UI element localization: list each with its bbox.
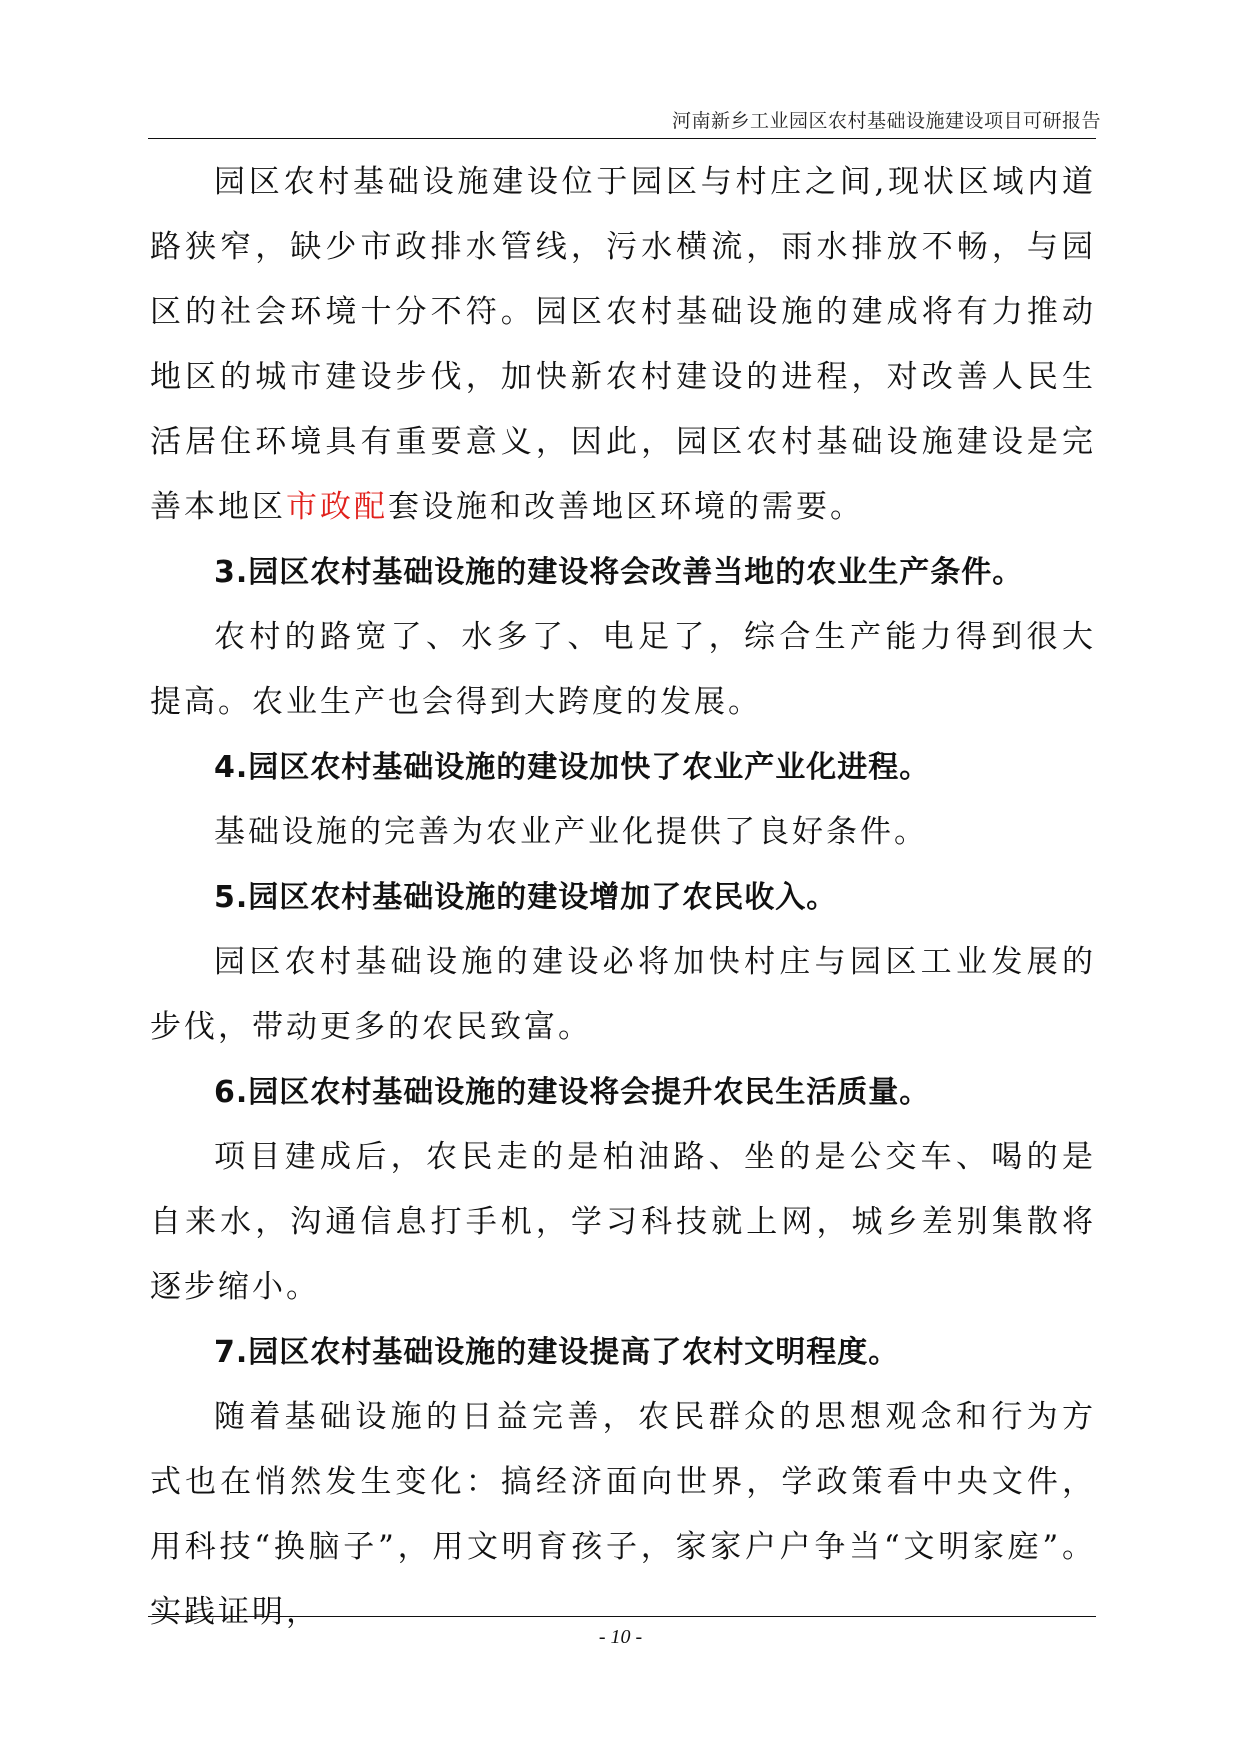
running-header: 河南新乡工业园区农村基础设施建设项目可研报告 [671,110,1101,132]
paragraph-5: 园区农村基础设施的建设必将加快村庄与园区工业发展的步伐，带动更多的农民致富。 [150,944,1096,1045]
paragraph-1-text: 园区农村基础设施建设位于园区与村庄之间,现状区域内道路狭窄，缺少市政排水管线，污水横流，雨水排放不畅，与园区的社会环境十分不符。园区农村基础设施的建成将有力推动地区的城市建设步伐，加快新农村建设的进程，对改善人民生活居住环境具有重要意义，因此，园区农村基础设施建设是完善本地区 [150,164,1096,525]
paragraph-6: 项目建成后，农民走的是柏油路、坐的是公交车、喝的是自来水，沟通信息打手机，学习科技就上网，城乡差别集散将逐步缩小。 [150,1139,1096,1305]
section-heading-6: 6.园区农村基础设施的建设将会提升农民生活质量。 [214,1075,931,1110]
paragraph-1-tail: 套设施和改善地区环境的需要。 [388,489,864,525]
header-divider [148,138,1096,139]
section-heading-7: 7.园区农村基础设施的建设提高了农村文明程度。 [214,1335,900,1370]
section-heading-5: 5.园区农村基础设施的建设增加了农民收入。 [214,880,838,915]
page-number: - 10 - [598,1626,643,1648]
section-heading-3: 3.园区农村基础设施的建设将会改善当地的农业生产条件。 [214,555,1024,590]
footer-divider [148,1616,1096,1617]
section-heading-4: 4.园区农村基础设施的建设加快了农业产业化进程。 [214,750,931,785]
paragraph-1 [150,150,1096,540]
paragraph-1-highlight: 市政配 [286,489,388,525]
paragraph-4: 基础设施的完善为农业产业化提供了良好条件。 [214,814,928,850]
paragraph-3: 农村的路宽了、水多了、电足了，综合生产能力得到很大提高。农业生产也会得到大跨度的发展。 [150,619,1096,720]
page-content [150,150,1096,1645]
paragraph-7: 随着基础设施的日益完善，农民群众的思想观念和行为方式也在悄然发生变化：搞经济面向世界，学政策看中央文件，用科技“换脑子”，用文明育孩子，家家户户争当“文明家庭”。实践证明， [150,1399,1096,1630]
